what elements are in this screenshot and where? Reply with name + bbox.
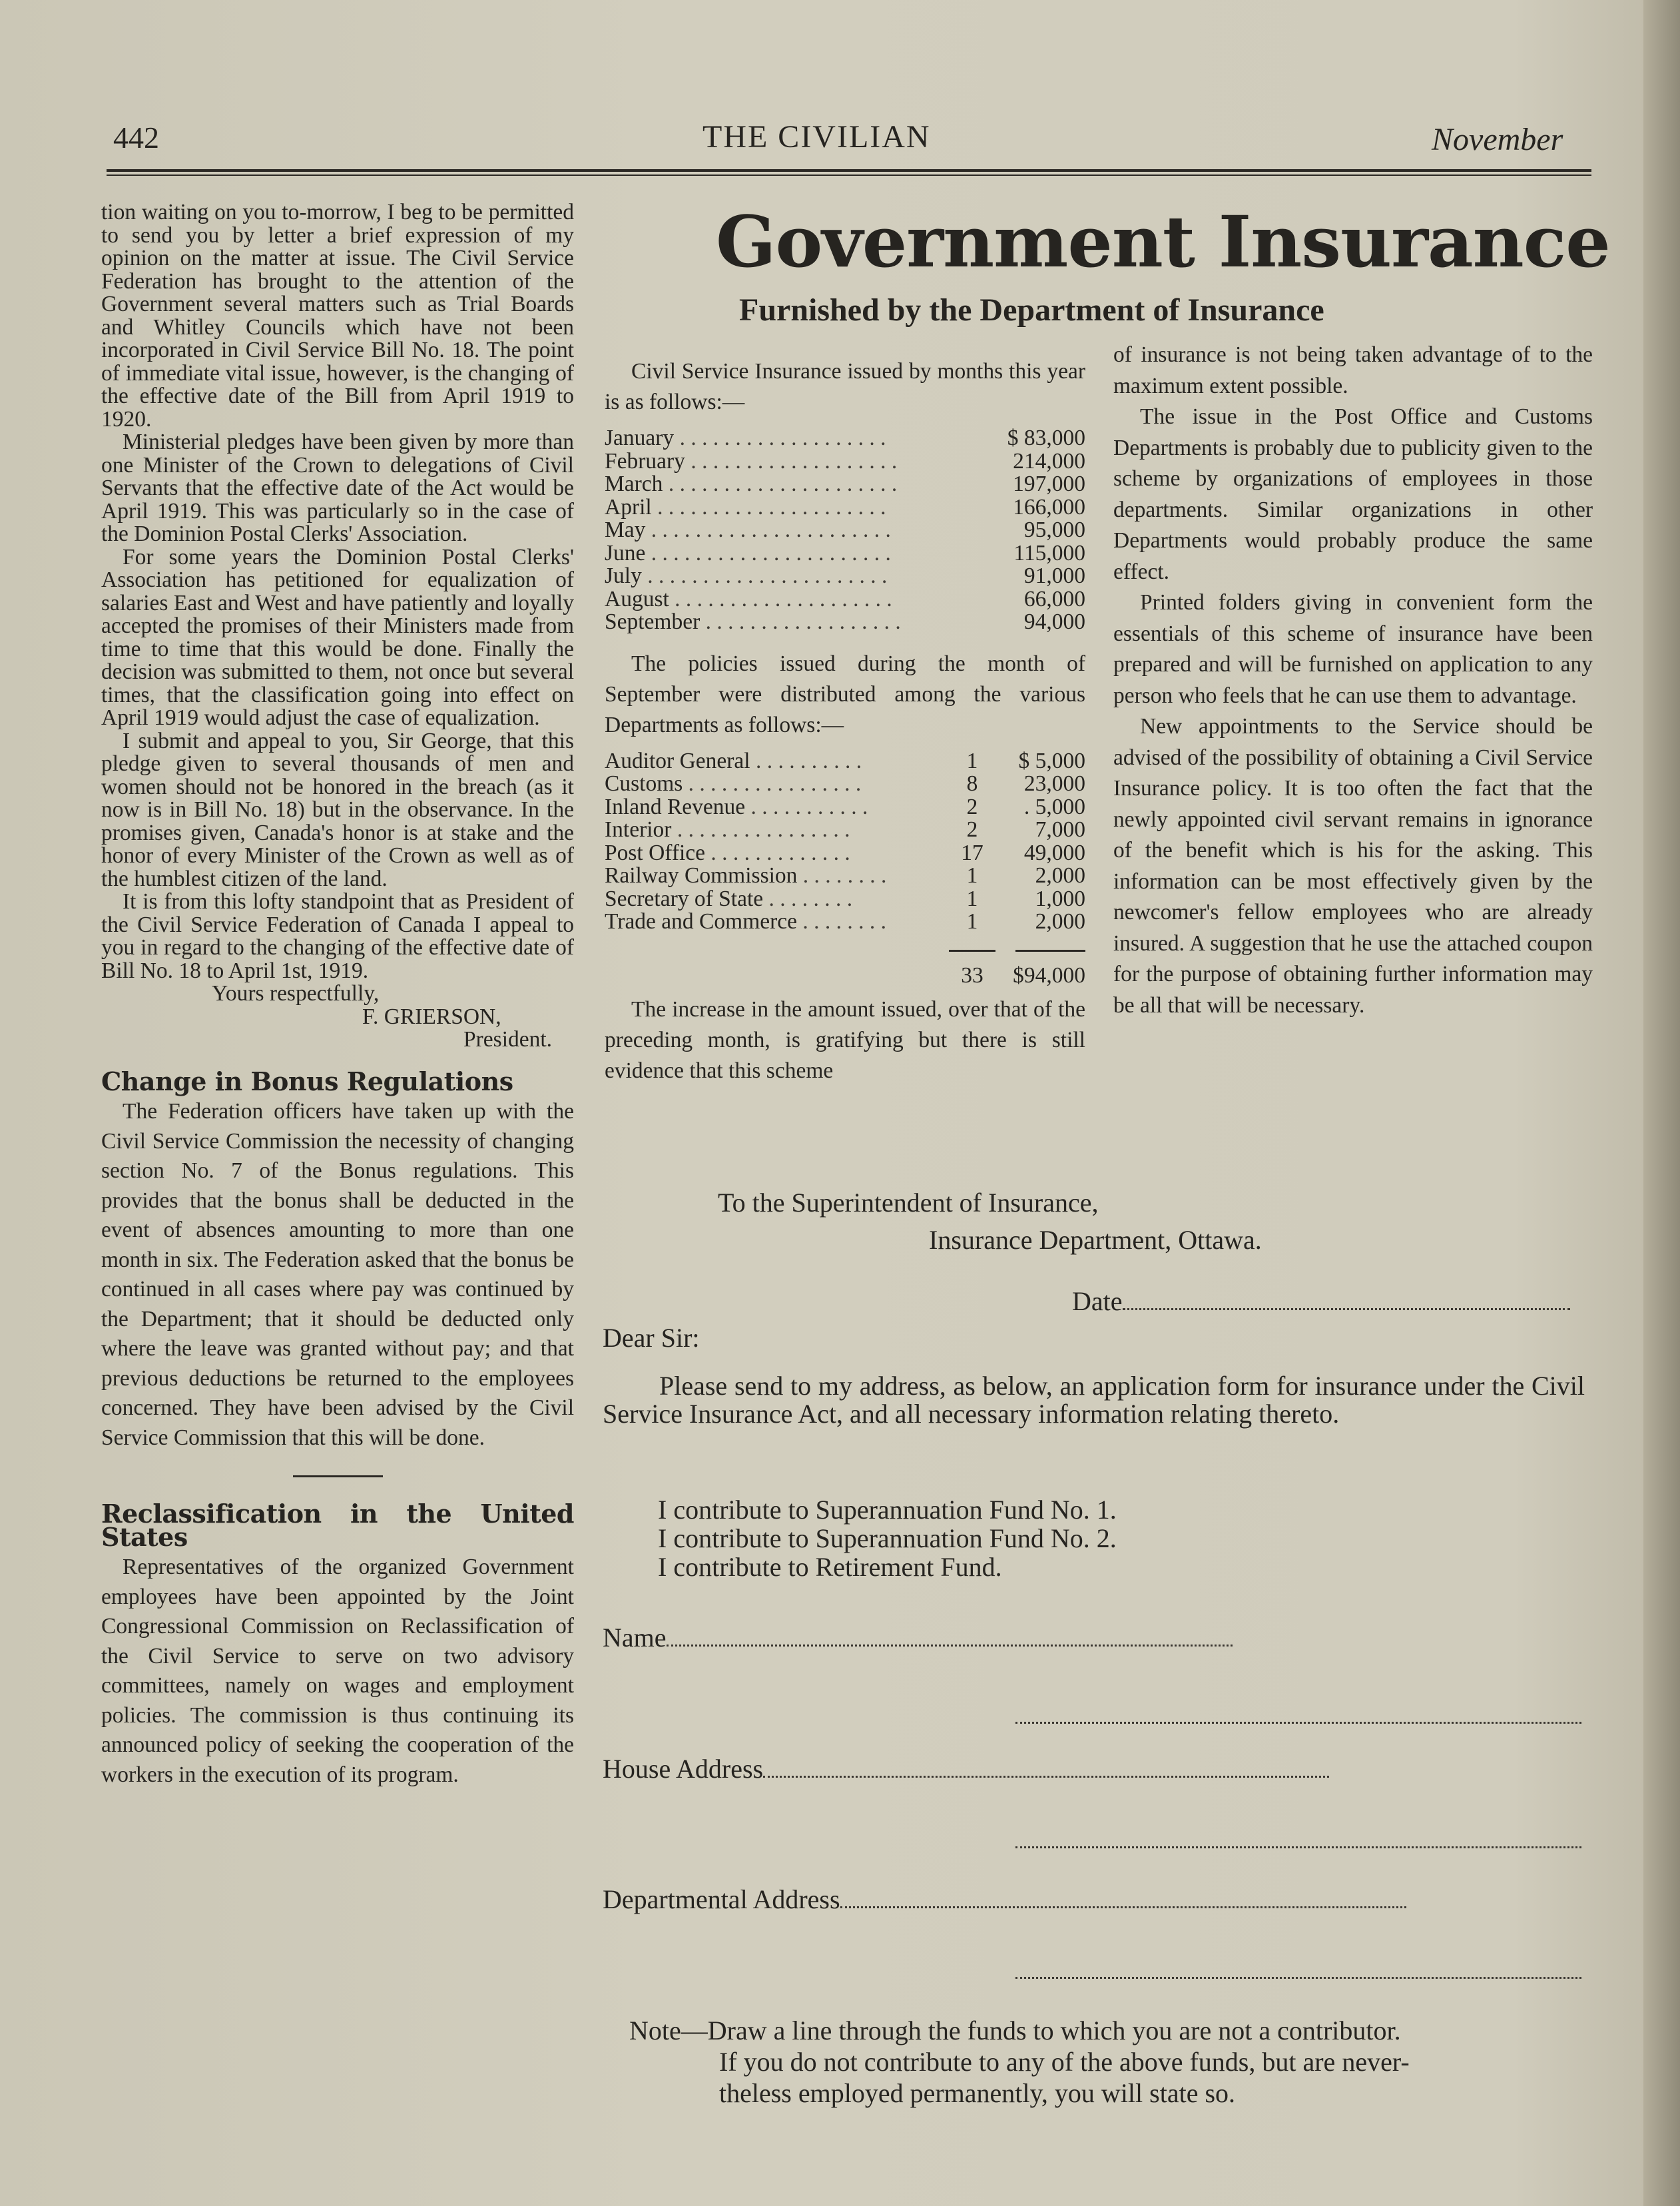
letter-paragraph: I submit and appeal to you, Sir George, that this pledge given to several thousands of men and women should not be honored in the breach (as it now is in Bill No. 18) but in the observance. In the promises given, Canada's honor is at stake and the honor of every Minister of the Crown as well as of the humblest citizen of the land. [101, 728, 574, 891]
departmental-address-blank[interactable] [840, 1886, 1406, 1908]
department-amount: 23,000 [1023, 771, 1085, 796]
letter-paragraph: Ministerial pledges have been given by more than one Minister of the Crown to delegations of Civil Servants that the effective date of the Act would be April 1919. This was particularly so in the case of the Dominion Postal Clerks' Association. [101, 430, 574, 546]
right-paragraph: New appointments to the Service should be advised of the possibility of obtaining a Civil Service Insurance policy. It is too often the fact that the newly appointed civil servant remains in ignorance of the benefit which is his for the asking. This information can be most effectively given by the newcomer's fellow employees who are already insured. A suggestion that he use the attached coupon for the purpose of obtaining further information may be all that will be necessary. [1113, 714, 1593, 1018]
fund-option[interactable]: I contribute to Retirement Fund. [658, 1552, 1002, 1582]
month-label: June [605, 540, 646, 565]
coupon-addressee-1: To the Superintendent of Insurance, [718, 1188, 1099, 1218]
month-label: September [605, 609, 700, 634]
total-count: 33 [961, 963, 983, 988]
month-amount: 166,000 [1013, 494, 1085, 520]
right-paragraph: of insurance is not being taken advantage of to the maximum extent possible. [1113, 342, 1593, 398]
department-name: Trade and Commerce [605, 909, 798, 934]
department-row [605, 842, 1085, 865]
issue-month: November [1432, 122, 1563, 157]
leader-dots: . . . . . . . . . . . . . . . . . . . . . [651, 494, 886, 520]
department-cell [605, 911, 946, 934]
monthly-row [605, 542, 1085, 565]
department-count: 2 [966, 817, 978, 842]
department-cell [605, 842, 946, 865]
middle-column [605, 356, 1085, 1086]
header-rule-thin [107, 175, 1591, 176]
monthly-row [605, 519, 1085, 542]
department-cell [605, 888, 946, 911]
section-divider [293, 1475, 383, 1477]
coupon-addressee-2: Insurance Department, Ottawa. [929, 1225, 1262, 1255]
note-line-2: If you do not contribute to any of the above funds, but are never- [719, 2047, 1410, 2077]
name-field[interactable] [603, 1622, 1233, 1653]
department-amount: . 5,000 [1023, 794, 1085, 819]
department-amount: 1,000 [1035, 886, 1085, 911]
departmental-address-field[interactable] [603, 1884, 1406, 1915]
month-amount: 214,000 [1013, 448, 1085, 474]
reclass-heading: Reclassification in the United States [101, 1499, 574, 1552]
month-label: April [605, 494, 652, 520]
left-column [101, 201, 574, 1790]
department-row [605, 888, 1085, 911]
departments-table [605, 750, 1085, 988]
signature-title: President. [463, 1027, 553, 1052]
letter-paragraph: It is from this lofty standpoint that as President of the Civil Service Federation of Canada I appeal to you in regard to the changing of the effective date of Bill No. 18 to April 1st, 1919. [101, 889, 574, 983]
fund-options [658, 1495, 1117, 1581]
house-address-field[interactable] [603, 1753, 1329, 1784]
signature-name: F. GRIERSON, [362, 1004, 501, 1029]
article-subtitle: Furnished by the Department of Insurance [739, 292, 1324, 328]
monthly-row [605, 588, 1085, 611]
intro-paragraph: Civil Service Insurance issued by months this year is as follows:— [605, 359, 1085, 414]
note-line-3: theless employed permanently, you will state so. [719, 2078, 1236, 2108]
department-name: Inland Revenue [605, 794, 746, 819]
leader-dots: . . . . . . . . . . . . . . . . [683, 771, 862, 796]
policies-intro: The policies issued during the month of September were distributed among the various Departments as follows:— [605, 651, 1085, 737]
name-blank-2[interactable] [1015, 1702, 1581, 1727]
monthly-row [605, 496, 1085, 520]
department-count: 2 [966, 794, 978, 819]
leader-dots: . . . . . . . . . . . . . . . . . . . . . . [641, 563, 888, 588]
month-label: January [605, 426, 675, 450]
bonus-heading: Change in Bonus Regulations [101, 1066, 513, 1096]
month-label: July [605, 563, 642, 588]
right-paragraph: Printed folders giving in convenient form the essentials of this scheme of insurance have been prepared and will be furnished on application to any person who feels that he can use them to advantage. [1113, 590, 1593, 708]
month-label: August [605, 586, 669, 611]
total-row [605, 956, 1085, 988]
name-blank[interactable] [667, 1625, 1233, 1647]
monthly-row [605, 473, 1085, 496]
monthly-row [605, 427, 1085, 450]
date-label: Date [1072, 1286, 1123, 1316]
letter-paragraph: For some years the Dominion Postal Clerks' Association has petitioned for equalization of salaries East and West and have patiently and loyally accepted the promises of their Ministers made from time to time that this would be done. Finally the decision was submitted to them, not once but several times, that the classification going into effect on April 1919 would adjust the case of equalization. [101, 544, 574, 730]
house-address-blank[interactable] [763, 1756, 1329, 1778]
leader-dots: . . . . . . . . . . . . . [705, 840, 850, 865]
letter-closing: Yours respectfully, [212, 981, 380, 1006]
department-name: Railway Commission [605, 863, 798, 888]
month-amount: 115,000 [1013, 540, 1085, 565]
right-paragraph: The issue in the Post Office and Customs Departments is probably due to publicity given to the scheme by organizations of employees in those departments. Similar organizations in other Departments would probably produce the same effect. [1113, 404, 1593, 584]
month-name [605, 542, 985, 565]
department-count: 17 [961, 840, 983, 865]
note-line-1: Note—Draw a line through the funds to which you are not a contributor. [629, 2016, 1401, 2045]
department-row [605, 773, 1085, 796]
month-amount: 95,000 [1023, 518, 1085, 542]
leader-dots: . . . . . . . . . . . . . . . . . . [700, 609, 901, 634]
departmental-address-blank-2[interactable] [1015, 1957, 1581, 1982]
department-row [605, 911, 1085, 934]
header-rule [107, 169, 1591, 172]
leader-dots: . . . . . . . . . . . . . . . . . . . . [669, 586, 892, 611]
month-amount: 66,000 [1023, 586, 1085, 611]
running-title: THE CIVILIAN [702, 119, 931, 155]
department-amount: 7,000 [1035, 817, 1085, 842]
leader-dots: . . . . . . . . . . . . . . . . . . . [685, 448, 898, 474]
month-label: February [605, 448, 685, 474]
leader-dots: . . . . . . . . . . . . . . . . . . . . . . [645, 518, 891, 542]
leader-dots: . . . . . . . . . . . . . . . . . . . . . [663, 472, 898, 496]
month-name [605, 588, 985, 611]
month-amount: $ 83,000 [1007, 426, 1085, 450]
department-amount: 2,000 [1035, 863, 1085, 888]
fund-option[interactable]: I contribute to Superannuation Fund No. 2. [658, 1523, 1117, 1553]
right-column [1113, 340, 1593, 1021]
department-name: Customs [605, 771, 683, 796]
leader-dots: . . . . . . . . . . . . . . . . . . . [674, 426, 886, 450]
month-name [605, 611, 985, 634]
month-name [605, 519, 985, 542]
month-name [605, 565, 985, 588]
closing-paragraph: The increase in the amount issued, over that of the preceding month, is gratifying but there is still evidence that this scheme [605, 996, 1085, 1083]
fund-option[interactable]: I contribute to Superannuation Fund No. 1. [658, 1495, 1117, 1525]
leader-dots: . . . . . . . . [797, 909, 887, 934]
page-edge [1643, 0, 1680, 2206]
department-amount: 2,000 [1035, 909, 1085, 934]
total-amount: $94,000 [1013, 963, 1085, 988]
sum-rule-row [605, 934, 1085, 957]
month-amount: 91,000 [1023, 563, 1085, 588]
salutation: Dear Sir: [603, 1323, 700, 1353]
leader-dots: . . . . . . . . [763, 886, 853, 911]
monthly-row [605, 565, 1085, 588]
month-name [605, 473, 985, 496]
leader-dots: . . . . . . . . . . [750, 748, 862, 773]
month-label: March [605, 472, 663, 496]
month-name [605, 450, 985, 474]
department-name: Interior [605, 817, 672, 842]
department-cell [605, 819, 946, 842]
leader-dots: . . . . . . . . . . . . . . . . [671, 817, 850, 842]
department-count: 1 [966, 886, 978, 911]
department-count: 1 [966, 748, 978, 773]
house-address-blank-2[interactable] [1015, 1826, 1581, 1852]
department-name: Secretary of State [605, 886, 764, 911]
leader-dots: . . . . . . . . . . . [745, 794, 868, 819]
department-cell [605, 865, 946, 888]
monthly-row [605, 611, 1085, 634]
month-name [605, 496, 985, 520]
month-name [605, 427, 985, 450]
article-title: Government Insurance [716, 200, 1610, 283]
department-name: Auditor General [605, 748, 750, 773]
department-cell [605, 796, 946, 819]
date-blank[interactable] [1123, 1288, 1570, 1310]
leader-dots: . . . . . . . . . . . . . . . . . . . . . . [645, 540, 891, 565]
house-address-label: House Address [603, 1754, 764, 1784]
department-name: Post Office [605, 840, 706, 865]
department-count: 1 [966, 863, 978, 888]
department-row [605, 750, 1085, 773]
department-amount: 49,000 [1023, 840, 1085, 865]
request-paragraph: Please send to my address, as below, an application form for insurance under the Civil Service Insurance Act, and all necessary information relating thereto. [603, 1371, 1585, 1429]
month-label: May [605, 518, 646, 542]
department-row [605, 819, 1085, 842]
reclass-text: Representatives of the organized Government employees have been appointed by the Joint Congressional Commission on Reclassification of the Civil Service to serve on two advisory committees, namely on wages and employment policies. The commission is thus continuing its announced policy of seeking the cooperation of the workers in the execution of its program. [101, 1555, 574, 1787]
department-amount: $ 5,000 [1018, 748, 1085, 773]
department-cell [605, 750, 946, 773]
letter-paragraph: tion waiting on you to-morrow, I beg to be permitted to send you by letter a brief expression of my opinion on the matter at issue. The Civil Service Federation has brought to the attention of the Government several matters such as Trial Boards and Whitley Councils which have not been incorporated in Civil Service Bill No. 18. The point of immediate vital issue, however, is the changing of the effective date of the Bill from April 1919 to 1920. [101, 200, 574, 432]
month-amount: 197,000 [1013, 472, 1085, 496]
date-field[interactable] [1072, 1286, 1570, 1317]
department-count: 1 [966, 909, 978, 934]
department-count: 8 [966, 771, 978, 796]
monthly-table [605, 427, 1085, 634]
leader-dots: . . . . . . . . [797, 863, 887, 888]
name-label: Name [603, 1623, 667, 1653]
department-row [605, 865, 1085, 888]
bonus-text: The Federation officers have taken up with the Civil Service Commission the necessity of changing section No. 7 of the Bonus regulations. This provides that the bonus shall be deducted in the event of absences amounting to more than one month in six. The Federation asked that the bonus be continued in all cases where pay was continued by the Department; that it should be deducted only where the leave was granted without pay; and that previous deductions be returned to the employees concerned. They have been advised by the Civil Service Commission that this will be done. [101, 1099, 574, 1450]
monthly-row [605, 450, 1085, 474]
department-cell [605, 773, 946, 796]
page-number: 442 [113, 121, 159, 155]
departmental-address-label: Departmental Address [603, 1884, 840, 1914]
department-row [605, 796, 1085, 819]
month-amount: 94,000 [1023, 609, 1085, 634]
